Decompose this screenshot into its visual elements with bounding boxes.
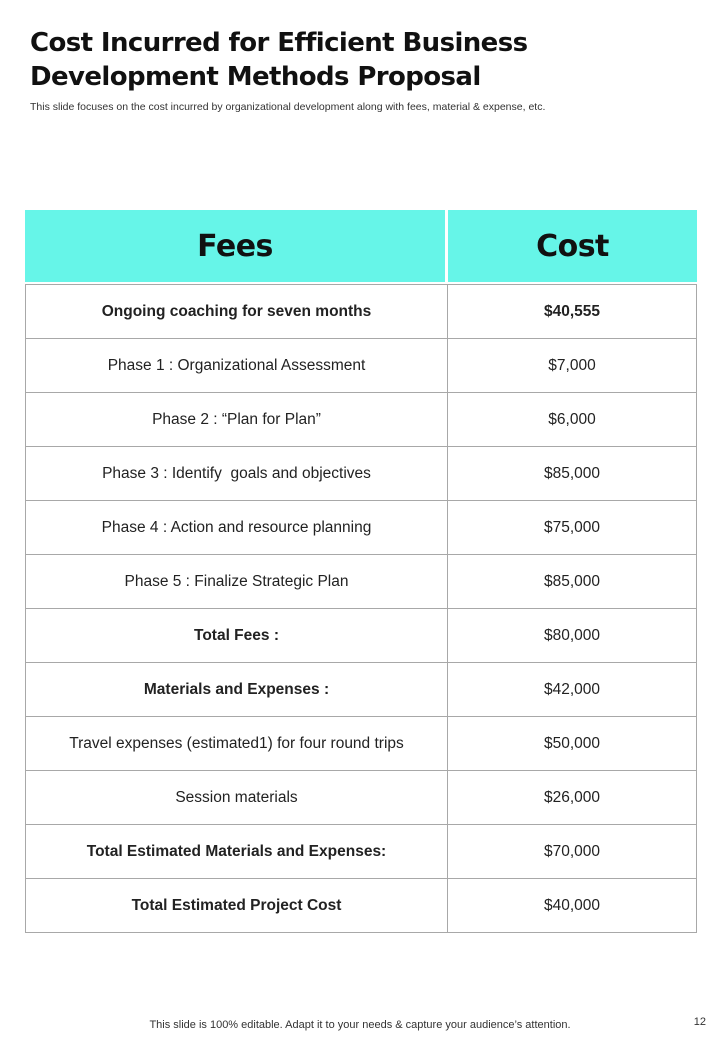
table-row <box>25 663 697 717</box>
table-row <box>25 771 697 825</box>
cost-cell: $85,000 <box>448 447 697 501</box>
cost-cell: $26,000 <box>448 771 697 825</box>
fee-cell: Total Estimated Project Cost <box>25 879 448 933</box>
fee-cell: Total Fees : <box>25 609 448 663</box>
fee-cell: Total Estimated Materials and Expenses: <box>25 825 448 879</box>
table-row <box>25 501 697 555</box>
cost-cell: $40,000 <box>448 879 697 933</box>
cost-cell: $85,000 <box>448 555 697 609</box>
table-header-row <box>25 210 697 282</box>
fee-cell: Phase 4 : Action and resource planning <box>25 501 448 555</box>
fee-cell: Phase 3 : Identify goals and objectives <box>25 447 448 501</box>
cost-table <box>25 210 697 933</box>
cost-cell: $70,000 <box>448 825 697 879</box>
table-row <box>25 609 697 663</box>
cost-cell: $80,000 <box>448 609 697 663</box>
header-fees: Fees <box>25 210 448 282</box>
fee-cell: Travel expenses (estimated1) for four round trips <box>25 717 448 771</box>
header-cost: Cost <box>448 210 697 282</box>
page-subtitle: This slide focuses on the cost incurred by organizational development along with fees, material & expense, etc. <box>30 101 546 113</box>
cost-cell: $75,000 <box>448 501 697 555</box>
cost-cell: $50,000 <box>448 717 697 771</box>
table-row <box>25 879 697 933</box>
cost-cell: $42,000 <box>448 663 697 717</box>
page-title: Cost Incurred for Efficient Business Development Methods Proposal <box>30 28 528 92</box>
fee-cell: Ongoing coaching for seven months <box>25 284 448 339</box>
footer-note: This slide is 100% editable. Adapt it to your needs & capture your audience’s attention. <box>149 1019 571 1031</box>
cost-cell: $7,000 <box>448 339 697 393</box>
fee-cell: Phase 5 : Finalize Strategic Plan <box>25 555 448 609</box>
fee-cell: Phase 1 : Organizational Assessment <box>25 339 448 393</box>
page-number: 12 <box>693 1016 706 1028</box>
table-row <box>25 447 697 501</box>
fee-cell: Phase 2 : “Plan for Plan” <box>25 393 448 447</box>
table-row <box>25 284 697 339</box>
cost-cell: $40,555 <box>448 284 697 339</box>
table-row <box>25 825 697 879</box>
fee-cell: Session materials <box>25 771 448 825</box>
table-row <box>25 339 697 393</box>
table-row <box>25 717 697 771</box>
table-row <box>25 393 697 447</box>
cost-cell: $6,000 <box>448 393 697 447</box>
fee-cell: Materials and Expenses : <box>25 663 448 717</box>
table-row <box>25 555 697 609</box>
